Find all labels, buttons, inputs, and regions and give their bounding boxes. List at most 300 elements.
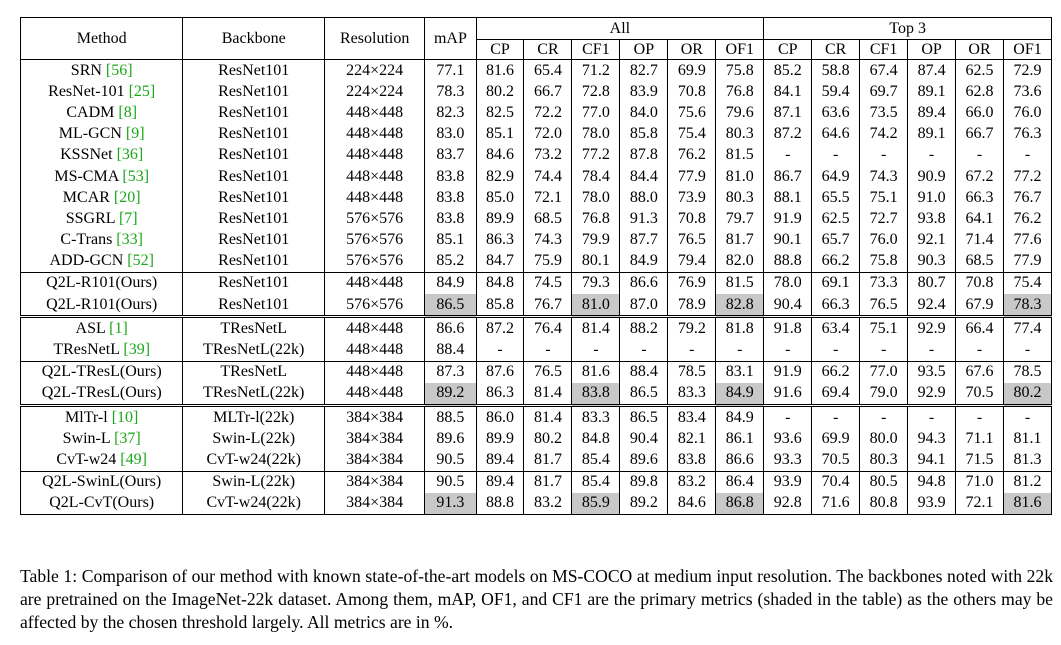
cell-all-cp: 82.9 [476,166,524,187]
cell-backbone: ResNet101 [183,208,325,229]
cell-all-cf1: - [572,339,620,361]
cell-all-cr: 66.7 [524,81,572,102]
cell-method: C-Trans [33] [21,230,183,251]
cell-backbone: Swin-L(22k) [183,428,325,449]
cell-top3-or: 70.5 [956,383,1004,406]
cell-all-cr: 76.7 [524,294,572,317]
cell-map: 86.5 [425,294,476,317]
cell-top3-cp: 78.0 [764,272,812,294]
cell-all-or: 70.8 [668,208,716,229]
cell-method: Q2L-SwinL(Ours) [21,471,183,493]
cell-resolution: 448×448 [325,272,425,294]
cell-top3-cf1: 75.1 [860,187,908,208]
cell-backbone: ResNet101 [183,230,325,251]
cell-method: ASL [1] [21,317,183,340]
cell-all-of1: 84.9 [716,406,764,429]
cell-top3-cp: 93.3 [764,449,812,471]
cell-top3-op: 92.9 [908,383,956,406]
cell-all-cr: 74.5 [524,272,572,294]
cell-method: Q2L-R101(Ours) [21,272,183,294]
table-row [21,251,1052,273]
cell-all-or: 75.4 [668,124,716,145]
cell-top3-cp: - [764,339,812,361]
cell-backbone: TResNetL(22k) [183,339,325,361]
cell-top3-cf1: 73.3 [860,272,908,294]
cell-all-or: 79.2 [668,317,716,340]
cell-all-cp: 89.4 [476,471,524,493]
cell-resolution: 448×448 [325,124,425,145]
cell-top3-or: 66.3 [956,187,1004,208]
table-row [21,145,1052,166]
header-sub-top3-op: OP [908,40,956,60]
cell-top3-cr: 66.3 [812,294,860,317]
header-sub-all-cp: CP [476,40,524,60]
cell-all-cf1: 84.8 [572,428,620,449]
citation-link[interactable]: [7] [118,209,138,227]
cell-top3-cp: 84.1 [764,81,812,102]
cell-resolution: 448×448 [325,317,425,340]
cell-top3-or: 71.0 [956,471,1004,493]
cell-map: 83.8 [425,187,476,208]
citation-link[interactable]: [20] [113,188,141,206]
table-row [21,406,1052,429]
table-row [21,81,1052,102]
cell-all-or: 78.9 [668,294,716,317]
cell-all-of1: 79.7 [716,208,764,229]
cell-all-op: 87.7 [620,230,668,251]
cell-all-cr: 81.7 [524,471,572,493]
header-sub-all-or: OR [668,40,716,60]
cell-top3-cf1: 80.3 [860,449,908,471]
citation-link[interactable]: [36] [116,146,144,164]
cell-top3-cr: 70.4 [812,471,860,493]
cell-all-op: 88.2 [620,317,668,340]
cell-all-of1: 81.5 [716,145,764,166]
cell-top3-cp: - [764,145,812,166]
cell-all-op: 84.4 [620,166,668,187]
cell-top3-or: - [956,145,1004,166]
cell-top3-or: 67.9 [956,294,1004,317]
cell-top3-op: 93.8 [908,208,956,229]
cell-top3-of1: - [1004,339,1052,361]
cell-all-cr: 81.4 [524,383,572,406]
cell-all-cr: 74.3 [524,230,572,251]
cell-top3-cr: 66.2 [812,361,860,383]
cell-top3-of1: 72.9 [1004,60,1052,82]
cell-all-of1: 79.6 [716,102,764,123]
table-row [21,493,1052,515]
cell-top3-cf1: - [860,406,908,429]
cell-backbone: MLTr-l(22k) [183,406,325,429]
cell-resolution: 384×384 [325,493,425,515]
cell-top3-cr: 63.6 [812,102,860,123]
cell-top3-cp: 90.1 [764,230,812,251]
cell-all-cp: 87.2 [476,317,524,340]
cell-method: Q2L-TResL(Ours) [21,361,183,383]
citation-link[interactable]: [1] [109,319,128,337]
cell-top3-op: 93.5 [908,361,956,383]
cell-all-or: 76.2 [668,145,716,166]
cell-all-cr: 76.5 [524,361,572,383]
cell-all-cf1: 85.4 [572,471,620,493]
cell-all-of1: 86.8 [716,493,764,515]
cell-top3-cf1: 69.7 [860,81,908,102]
citation-link[interactable]: [56] [105,61,133,79]
header-method: Method [21,18,183,60]
cell-top3-cr: - [812,339,860,361]
citation-link[interactable]: [37] [114,429,141,447]
cell-all-cr: 72.2 [524,102,572,123]
cell-top3-op: 93.9 [908,493,956,515]
cell-all-of1: 81.0 [716,166,764,187]
cell-top3-cp: 87.2 [764,124,812,145]
cell-all-cp: 86.3 [476,383,524,406]
cell-top3-op: 90.9 [908,166,956,187]
table-row [21,208,1052,229]
cell-all-cp: 87.6 [476,361,524,383]
cell-top3-of1: 81.6 [1004,493,1052,515]
cell-top3-cr: 69.9 [812,428,860,449]
cell-all-op: 87.8 [620,145,668,166]
cell-map: 89.2 [425,383,476,406]
cell-all-cr: 81.7 [524,449,572,471]
cell-all-op: 88.4 [620,361,668,383]
cell-top3-cr: 71.6 [812,493,860,515]
table-caption [20,565,1053,634]
cell-top3-cr: 66.2 [812,251,860,273]
cell-top3-or: 71.5 [956,449,1004,471]
citation-link[interactable]: [9] [125,125,145,143]
cell-resolution: 384×384 [325,428,425,449]
cell-all-or: 77.9 [668,166,716,187]
cell-top3-op: 94.3 [908,428,956,449]
citation-link[interactable]: [53] [122,167,150,185]
cell-all-op: 84.0 [620,102,668,123]
cell-top3-op: 80.7 [908,272,956,294]
cell-top3-cp: 88.8 [764,251,812,273]
citation-link[interactable]: [52] [127,252,154,270]
cell-all-cf1: 76.8 [572,208,620,229]
cell-all-or: 70.8 [668,81,716,102]
table-row [21,294,1052,317]
cell-all-cf1: 80.1 [572,251,620,273]
cell-top3-of1: 77.9 [1004,251,1052,273]
cell-all-or: 78.5 [668,361,716,383]
cell-top3-or: 66.7 [956,124,1004,145]
cell-all-or: 83.4 [668,406,716,429]
cell-top3-or: 71.1 [956,428,1004,449]
citation-link[interactable]: [49] [120,450,147,468]
cell-method: SSGRL [7] [21,208,183,229]
cell-all-of1: 86.1 [716,428,764,449]
cell-top3-cf1: - [860,145,908,166]
cell-top3-cr: 65.7 [812,230,860,251]
cell-top3-of1: 76.2 [1004,208,1052,229]
cell-map: 84.9 [425,272,476,294]
cell-method: Q2L-CvT(Ours) [21,493,183,515]
cell-top3-of1: 76.0 [1004,102,1052,123]
cell-top3-cr: 62.5 [812,208,860,229]
header-sub-all-cr: CR [524,40,572,60]
cell-all-op: 87.0 [620,294,668,317]
cell-top3-cf1: - [860,339,908,361]
cell-resolution: 384×384 [325,471,425,493]
cell-top3-or: 72.1 [956,493,1004,515]
cell-resolution: 576×576 [325,294,425,317]
table-row [21,102,1052,123]
cell-all-cp: - [476,339,524,361]
cell-all-of1: 82.8 [716,294,764,317]
header-sub-all-op: OP [620,40,668,60]
cell-all-of1: - [716,339,764,361]
cell-all-cf1: 77.0 [572,102,620,123]
cell-all-of1: 81.8 [716,317,764,340]
cell-top3-op: 89.1 [908,124,956,145]
cell-all-of1: 83.1 [716,361,764,383]
cell-top3-cr: 58.8 [812,60,860,82]
cell-all-cf1: 83.8 [572,383,620,406]
cell-method: Swin-L [37] [21,428,183,449]
cell-top3-cp: 87.1 [764,102,812,123]
table-row [21,187,1052,208]
table-row [21,124,1052,145]
table-row [21,272,1052,294]
cell-top3-cp: 91.9 [764,208,812,229]
cell-all-cr: 72.1 [524,187,572,208]
cell-all-cf1: 77.2 [572,145,620,166]
cell-all-op: 90.4 [620,428,668,449]
cell-all-cr: 75.9 [524,251,572,273]
cell-top3-cp: 90.4 [764,294,812,317]
cell-all-or: 76.5 [668,230,716,251]
cell-top3-of1: 78.3 [1004,294,1052,317]
cell-backbone: ResNet101 [183,187,325,208]
cell-resolution: 224×224 [325,81,425,102]
cell-all-cf1: 81.0 [572,294,620,317]
cell-all-cp: 85.0 [476,187,524,208]
cell-top3-op: 89.4 [908,102,956,123]
cell-all-cp: 89.4 [476,449,524,471]
cell-resolution: 448×448 [325,383,425,406]
cell-all-cf1: 81.4 [572,317,620,340]
header-sub-all-of1: OF1 [716,40,764,60]
cell-map: 90.5 [425,471,476,493]
header-sub-top3-cp: CP [764,40,812,60]
header-resolution: Resolution [325,18,425,60]
cell-all-cf1: 72.8 [572,81,620,102]
cell-top3-or: 68.5 [956,251,1004,273]
cell-method: CvT-w24 [49] [21,449,183,471]
cell-top3-cf1: 75.1 [860,317,908,340]
cell-backbone: TResNetL [183,317,325,340]
cell-top3-cf1: 76.0 [860,230,908,251]
cell-method: MS-CMA [53] [21,166,183,187]
citation-link[interactable]: [39] [123,341,151,359]
cell-top3-cf1: 67.4 [860,60,908,82]
table-row [21,361,1052,383]
cell-all-cp: 86.0 [476,406,524,429]
cell-all-or: - [668,339,716,361]
cell-map: 85.2 [425,251,476,273]
cell-all-cr: 76.4 [524,317,572,340]
cell-all-or: 76.9 [668,272,716,294]
cell-top3-of1: 77.2 [1004,166,1052,187]
cell-top3-or: 70.8 [956,272,1004,294]
cell-backbone: TResNetL [183,361,325,383]
cell-all-cp: 88.8 [476,493,524,515]
cell-top3-of1: 81.2 [1004,471,1052,493]
results-table [20,17,1052,515]
cell-top3-op: 90.3 [908,251,956,273]
cell-all-of1: 86.4 [716,471,764,493]
cell-top3-of1: - [1004,145,1052,166]
header-backbone: Backbone [183,18,325,60]
cell-top3-cp: - [764,406,812,429]
cell-all-cf1: 78.4 [572,166,620,187]
cell-top3-cr: 70.5 [812,449,860,471]
cell-top3-cp: 91.8 [764,317,812,340]
cell-all-or: 82.1 [668,428,716,449]
cell-top3-or: - [956,406,1004,429]
cell-backbone: ResNet101 [183,166,325,187]
table-row [21,428,1052,449]
cell-backbone: ResNet101 [183,294,325,317]
cell-top3-cr: 69.4 [812,383,860,406]
cell-resolution: 576×576 [325,230,425,251]
cell-all-op: 83.9 [620,81,668,102]
cell-top3-op: 92.9 [908,317,956,340]
cell-map: 82.3 [425,102,476,123]
results-body [21,60,1052,515]
cell-all-cp: 84.7 [476,251,524,273]
cell-top3-cf1: 80.0 [860,428,908,449]
cell-method: MCAR [20] [21,187,183,208]
cell-map: 83.7 [425,145,476,166]
cell-top3-or: 64.1 [956,208,1004,229]
cell-all-cp: 85.1 [476,124,524,145]
cell-all-cp: 81.6 [476,60,524,82]
cell-top3-cp: 88.1 [764,187,812,208]
cell-all-cf1: 78.0 [572,187,620,208]
header-sub-top3-or: OR [956,40,1004,60]
cell-all-of1: 75.8 [716,60,764,82]
citation-link[interactable]: [10] [111,408,139,426]
cell-top3-cf1: 80.8 [860,493,908,515]
cell-all-op: 84.9 [620,251,668,273]
cell-resolution: 576×576 [325,251,425,273]
cell-all-op: 88.0 [620,187,668,208]
cell-backbone: CvT-w24(22k) [183,449,325,471]
cell-method: SRN [56] [21,60,183,82]
cell-top3-cf1: 77.0 [860,361,908,383]
cell-top3-or: - [956,339,1004,361]
cell-top3-op: 94.1 [908,449,956,471]
cell-backbone: ResNet101 [183,124,325,145]
cell-resolution: 576×576 [325,208,425,229]
cell-map: 77.1 [425,60,476,82]
cell-all-cr: 83.2 [524,493,572,515]
cell-map: 87.3 [425,361,476,383]
cell-top3-or: 62.5 [956,60,1004,82]
cell-top3-cp: 86.7 [764,166,812,187]
cell-backbone: ResNet101 [183,60,325,82]
cell-top3-of1: 76.7 [1004,187,1052,208]
cell-top3-cp: 93.6 [764,428,812,449]
cell-top3-cp: 93.9 [764,471,812,493]
cell-top3-of1: 75.4 [1004,272,1052,294]
cell-top3-cf1: 76.5 [860,294,908,317]
cell-top3-op: 94.8 [908,471,956,493]
cell-top3-cr: - [812,406,860,429]
cell-all-cf1: 78.0 [572,124,620,145]
cell-all-cp: 89.9 [476,208,524,229]
cell-top3-of1: 81.1 [1004,428,1052,449]
cell-all-or: 83.2 [668,471,716,493]
cell-top3-op: - [908,339,956,361]
cell-top3-cf1: 73.5 [860,102,908,123]
cell-map: 89.6 [425,428,476,449]
cell-top3-cp: 92.8 [764,493,812,515]
cell-top3-of1: - [1004,406,1052,429]
cell-resolution: 448×448 [325,339,425,361]
cell-top3-op: 92.4 [908,294,956,317]
cell-top3-cp: 91.9 [764,361,812,383]
cell-top3-op: 89.1 [908,81,956,102]
cell-top3-of1: 80.2 [1004,383,1052,406]
cell-method: CADM [8] [21,102,183,123]
citation-link[interactable]: [33] [116,231,143,249]
cell-all-cp: 86.3 [476,230,524,251]
cell-all-of1: 81.5 [716,272,764,294]
cell-top3-cr: 65.5 [812,187,860,208]
cell-top3-of1: 76.3 [1004,124,1052,145]
cell-backbone: Swin-L(22k) [183,471,325,493]
cell-all-or: 84.6 [668,493,716,515]
cell-backbone: TResNetL(22k) [183,383,325,406]
citation-link[interactable]: [8] [118,103,138,121]
cell-resolution: 384×384 [325,449,425,471]
cell-all-cf1: 71.2 [572,60,620,82]
cell-method: MlTr-l [10] [21,406,183,429]
cell-top3-or: 66.0 [956,102,1004,123]
cell-top3-cp: 85.2 [764,60,812,82]
cell-all-or: 75.6 [668,102,716,123]
cell-backbone: ResNet101 [183,102,325,123]
table-row [21,230,1052,251]
cell-top3-of1: 77.6 [1004,230,1052,251]
header-sub-top3-cf1: CF1 [860,40,908,60]
cell-all-op: 86.6 [620,272,668,294]
cell-top3-of1: 77.4 [1004,317,1052,340]
cell-all-op: 89.2 [620,493,668,515]
cell-method: TResNetL [39] [21,339,183,361]
cell-top3-op: 87.4 [908,60,956,82]
cell-method: ResNet-101 [25] [21,81,183,102]
cell-all-op: 82.7 [620,60,668,82]
cell-all-cf1: 83.3 [572,406,620,429]
table-row [21,471,1052,493]
cell-map: 85.1 [425,230,476,251]
cell-all-op: 89.6 [620,449,668,471]
cell-resolution: 448×448 [325,166,425,187]
cell-all-op: 86.5 [620,383,668,406]
header-sub-top3-of1: OF1 [1004,40,1052,60]
cell-all-of1: 82.0 [716,251,764,273]
cell-top3-of1: 81.3 [1004,449,1052,471]
caption-text: Table 1: Comparison of our method with known state-of-the-art models on MS-COCO at medium input resolution. The backbones noted with 22k are pretrained on the ImageNet-22k dataset. Among them, mAP, OF1, and CF1 are the primary metrics (shaded in the table) as the others may be affected by the chosen threshold largely. All metrics are in %. [20,566,1053,632]
citation-link[interactable]: [25] [128,82,156,100]
cell-top3-cf1: 74.3 [860,166,908,187]
